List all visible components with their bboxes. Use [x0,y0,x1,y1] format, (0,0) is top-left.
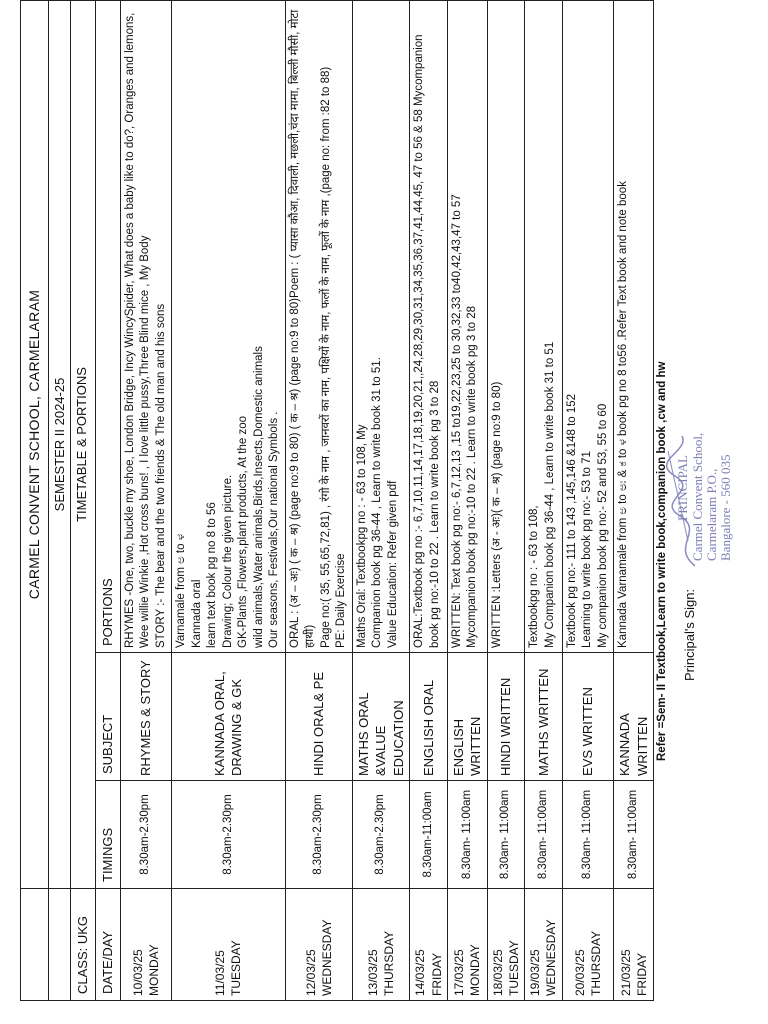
day-value: FRIDAY [429,952,444,996]
table-row [447,1,487,1001]
footer-note: Refer =Sem- II Textbook,Learn to write book,companion book ,cw and hw [656,361,669,761]
day-value: THURSDAY [588,930,603,996]
portion-line: Our seasons, Festivals,Our national Symbols . [268,411,281,648]
row-portions [447,1,487,653]
row-date [562,889,614,1001]
portion-line: WRITTEN: Text book pg no:- 6,7,12,13 ,15 to19,22,23,25 to 30,32,33 to40,42,43,47 to 57 [450,194,463,648]
row-portions [410,1,447,653]
portion-line: ORAL : (अ – अः) ( क – श्र) (page no:9 to 80) ( क – श्र) (page no:9 to 80)Poem : ( प्यासा कौआ, दिवाली, मछली,चंदा मामा, बिल्ली मौसी, मोटा हाथी) [288,9,317,648]
date-value: 17/03/25 [452,949,467,996]
day-value: WEDNESDAY [319,919,334,996]
row-date [614,889,654,1001]
table-row [410,1,447,1001]
row-date [447,889,487,1001]
header-timings: TIMINGS [95,781,120,889]
portion-line: Mycompanion book pg no:-10 to 22 . Learn to write book pg 3 to 28 [466,305,479,648]
header-date-day: DATE/DAY [95,889,120,1001]
day-value: WEDNESDAY [544,919,559,996]
portion-line: STORY :- The bear and the two friends & The old man and his sons [154,303,167,648]
portion-line: book pg no:-10 to 22 . Learn to write book pg 3 to 28 [428,380,441,648]
stamp-line: Bangalore - 560 035 [718,454,734,561]
portion-line: My companion book pg no:- 52 and 53, 55 to 60 [596,403,609,648]
date-value: 19/03/25 [528,949,543,996]
stamp-line: Carmel Convent School, [689,432,705,561]
row-subject: HINDI ORAL& PE [285,653,352,781]
row-portions [352,1,410,653]
day-value: TUESDAY [507,940,522,996]
day-value: MONDAY [468,944,483,996]
portion-line: PE: Daily Exercise [335,553,348,648]
stamp-line: Carmelaram P.O., [703,468,719,561]
row-portions [172,1,286,653]
row-subject: HINDI WRITTEN [487,653,524,781]
row-subject: KANNADA WRITTEN [614,653,654,781]
portion-line: Learning to write book pg no:- 53 to 71 [581,451,594,648]
row-timing: 8.30am- 11:00am [525,781,562,889]
portion-line: Value Education: Refer given pdf [386,480,399,648]
section-title: TIMETABLE & PORTIONS [71,1,96,889]
timetable-document [20,1,768,1001]
row-date [352,889,410,1001]
date-value: 21/03/25 [618,949,633,996]
table-row [562,1,614,1001]
portion-line: Companion book pg 36-44 , Learn to write book 31 to 51. [371,357,384,648]
table-row [614,1,654,1001]
row-subject: KANNADA ORAL, DRAWING & GK [172,653,286,781]
row-date [172,889,286,1001]
portion-line: wild animals,Water animals,Birds,Insects,Domestic animals [252,346,265,648]
row-timing: 8.30am-11:00am [410,781,447,889]
day-value: THURSDAY [382,930,397,996]
row-subject: MATHS ORAL &VALUE EDUCATION [352,653,410,781]
table-row [487,1,524,1001]
row-subject: EVS WRITTEN [562,653,614,781]
portion-line: Varnamale from ಅ to ಳ [175,534,188,648]
portion-line: My Companion book pg 36-44 , Learn to write book 31 to 51 [543,341,556,648]
date-value: 12/03/25 [303,949,318,996]
row-subject: ENGLISH WRITTEN [447,653,487,781]
portion-line: Textbook pg no:- 111 to 143 ,145,146 &148 to 152 [565,393,578,648]
row-subject: ENGLISH ORAL [410,653,447,781]
date-value: 20/03/25 [572,949,587,996]
portion-line: Kannada oral [190,579,203,648]
portion-line: GK-Plants ,Flowers,plant products, At the zoo [237,415,250,648]
portion-line: learn text book pg no 8 to 56 [206,502,219,648]
row-timing: 8.30am-2.30pm [120,781,172,889]
row-portions [487,1,524,653]
signature-label: Principal's Sign: [682,588,698,681]
date-value: 18/03/25 [490,949,505,996]
day-value: FRIDAY [634,952,649,996]
portion-line: WRITTEN :Letters (अ - अः)( क – श्र) (page no:9 to 80) [490,381,503,648]
row-portions [614,1,654,653]
row-subject: MATHS WRITTEN [525,653,562,781]
day-value: MONDAY [146,944,161,996]
portion-line: Drawing; Colour the given picture. [221,474,234,648]
row-portions [285,1,352,653]
header-portions: PORTIONS [95,1,120,653]
row-date [120,889,172,1001]
date-value: 13/03/25 [365,949,380,996]
row-timing: 8.30am- 11:00am [614,781,654,889]
row-timing: 8.30am- 11:00am [562,781,614,889]
table-row [172,1,286,1001]
date-value: 11/03/25 [213,950,228,996]
portion-line: Textbookpg no : - 63 to 108, [528,505,541,648]
stamp-line: PRINCIPAL [675,455,691,521]
date-value: 14/03/25 [413,949,428,996]
timetable-table [20,0,654,1001]
row-timing: 8.30am-2.30pm [172,781,286,889]
school-stamp [676,433,733,561]
row-timing: 8.30am- 11:00am [487,781,524,889]
signature-area [654,1,734,1001]
row-portions [562,1,614,653]
row-date [285,889,352,1001]
row-date [410,889,447,1001]
row-date [525,889,562,1001]
school-name: CARMEL CONVENT SCHOOL, CARMELARAM [21,1,49,889]
table-row [120,1,172,1001]
portion-line: RHYMES -One, two, buckle my shoe, London Bridge, Incy WincySpider, What does a baby like to do?, Oranges and lemons, Wee willie Winkie ,Hot cross buns! , I love little pussy,Three Blind mice , My Body [123,12,152,648]
day-value: TUESDAY [229,940,244,996]
header-subject: SUBJECT [95,653,120,781]
row-timing: 8.30am-2.30pm [352,781,410,889]
portion-line: Page no:( 35, 55,65,72,81) , रंगो के नाम , जानवरों का नाम, पक्षियों के नाम, फलों के नाम, फूलों के नाम ,(page no: from :82 to 88) [319,66,332,648]
date-value: 10/03/25 [130,949,145,996]
row-portions [120,1,172,653]
row-portions [525,1,562,653]
row-timing: 8.30am-2.30pm [285,781,352,889]
portion-line: Maths Oral: Textbookpg no : - 63 to 108, My [355,424,368,648]
portion-line: Kannada Varnamale from ಅ to ಅಃ & ಕ to ಳ book pg no 8 to56 .Refer Text book and note book [617,181,630,648]
table-row [352,1,410,1001]
row-date [487,889,524,1001]
table-row [525,1,562,1001]
semester-label: SEMESTER II 2024-25 [48,1,71,889]
table-row [285,1,352,1001]
row-subject: RHYMES & STORY [120,653,172,781]
portion-line: ORAL:Textbook pg no :- 6,7,10,11,14,17,18,19,20,21,,24,28,29,30,31,34,35,36,37,41,44,45, 47 to 56 & 58 Mycompanion [413,34,426,648]
class-label: CLASS: UKG [71,889,96,1001]
row-timing: 8.30am- 11:00am [447,781,487,889]
